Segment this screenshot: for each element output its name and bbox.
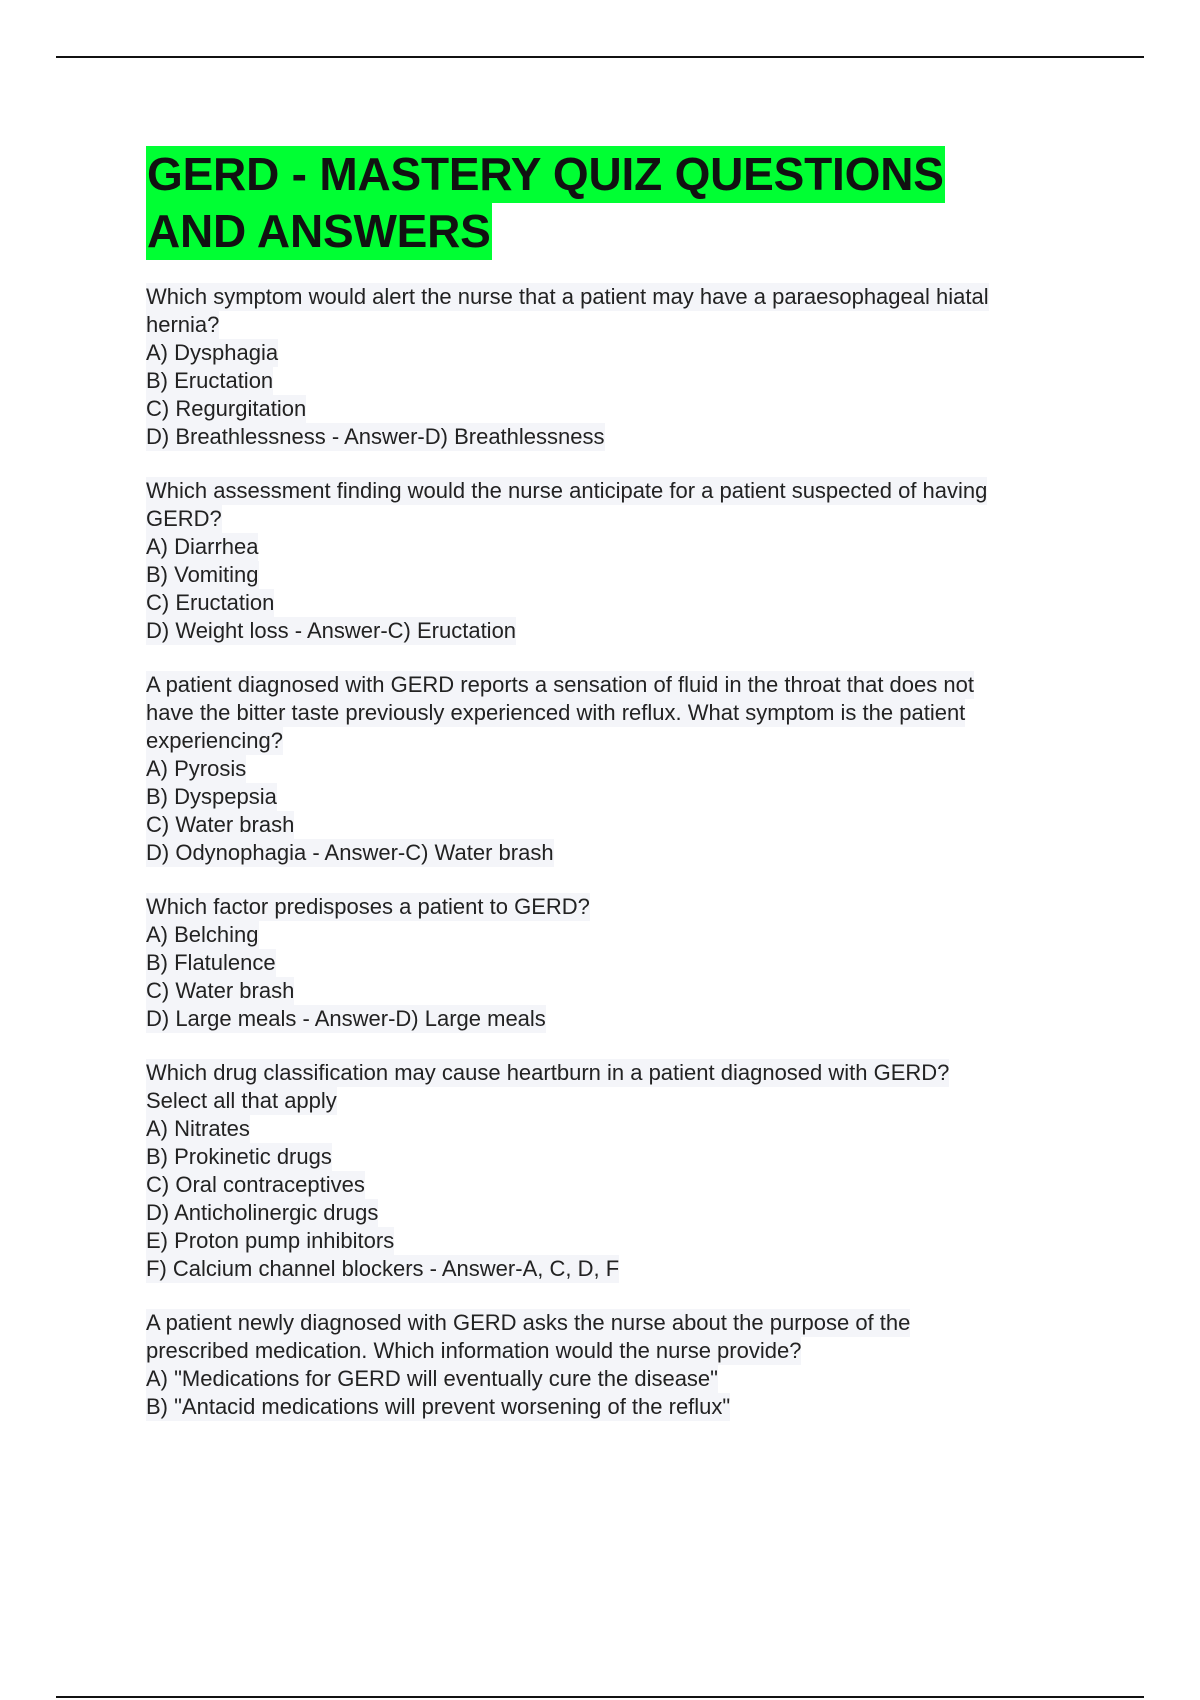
answer-option: F) Calcium channel blockers - Answer-A, C, D, F [146,1256,620,1281]
answer-option: A) Diarrhea [146,534,259,559]
question-block [146,283,1086,451]
answer-option: B) Prokinetic drugs [146,1144,332,1169]
question-text: Which assessment finding would the nurse anticipate for a patient suspected of having [146,478,988,503]
question-text: A patient diagnosed with GERD reports a sensation of fluid in the throat that does not [146,672,974,697]
question-list [146,283,1086,1447]
question-text: A patient newly diagnosed with GERD asks the nurse about the purpose of the [146,1310,911,1335]
answer-option: C) Regurgitation [146,396,307,421]
answer-option: B) Eructation [146,368,274,393]
answer-option: C) Oral contraceptives [146,1172,365,1197]
answer-option: B) "Antacid medications will prevent worsening of the reflux" [146,1394,731,1419]
question-text: Which factor predisposes a patient to GERD? [146,894,590,919]
question-block [146,1059,1086,1283]
answer-option: C) Water brash [146,978,295,1003]
answer-option: A) Dysphagia [146,340,279,365]
answer-option: A) "Medications for GERD will eventually cure the disease" [146,1366,718,1391]
question-text: Which drug classification may cause heartburn in a patient diagnosed with GERD? [146,1060,950,1085]
answer-option: D) Weight loss - Answer-C) Eructation [146,618,517,643]
question-text: Select all that apply [146,1088,337,1113]
question-block [146,477,1086,645]
title-line: GERD - MASTERY QUIZ QUESTIONS [146,146,945,203]
answer-option: D) Odynophagia - Answer-C) Water brash [146,840,554,865]
question-text: experiencing? [146,728,283,753]
answer-option: A) Nitrates [146,1116,250,1141]
question-text: prescribed medication. Which information would the nurse provide? [146,1338,802,1363]
question-text: have the bitter taste previously experienced with reflux. What symptom is the patient [146,700,966,725]
answer-option: B) Dyspepsia [146,784,277,809]
answer-option: A) Belching [146,922,259,947]
question-text: GERD? [146,506,222,531]
question-text: Which symptom would alert the nurse that a patient may have a paraesophageal hiatal [146,284,989,309]
bottom-rule [56,1696,1144,1698]
question-text: hernia? [146,312,220,337]
document-title [146,146,1086,260]
answer-option: D) Anticholinergic drugs [146,1200,379,1225]
answer-option: A) Pyrosis [146,756,247,781]
answer-option: C) Water brash [146,812,295,837]
question-block [146,1309,1086,1421]
answer-option: B) Flatulence [146,950,276,975]
answer-option: D) Large meals - Answer-D) Large meals [146,1006,546,1031]
answer-option: D) Breathlessness - Answer-D) Breathlessness [146,424,605,449]
question-block [146,893,1086,1033]
answer-option: B) Vomiting [146,562,259,587]
answer-option: E) Proton pump inhibitors [146,1228,395,1253]
title-line: AND ANSWERS [146,203,492,260]
answer-option: C) Eructation [146,590,275,615]
top-rule [56,56,1144,58]
question-block [146,671,1086,867]
